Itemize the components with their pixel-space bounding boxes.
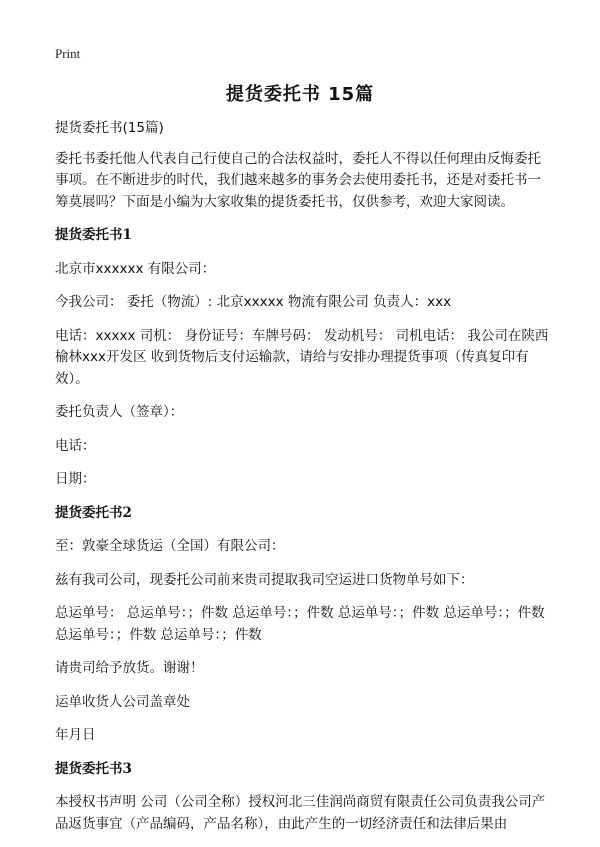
section2-line4: 运单收货人公司盖章处: [55, 693, 190, 710]
section2-line5: 年月日: [55, 727, 96, 743]
section1-recipient: 北京市xxxxxx 有限公司：: [55, 260, 216, 277]
section1-signer: 委托负责人（签章）：: [55, 404, 184, 420]
section1-date: 日期：: [55, 471, 96, 487]
page-title: 提货委托书 15篇: [225, 84, 375, 105]
section1-line2: 电话：xxxxx 司机： 身份证号：车牌号码： 发动机号： 司机电话： 我公司在陕西榆林xxx开发区 收到货物后支付运输款，请给与安排办理提货事项（传真复印有效）。: [55, 327, 549, 387]
section2-line1: 兹有我司公司，现委托公司前来贵司提取我司空运进口货物单号如下：: [55, 571, 474, 588]
document-subtitle: 提货委托书(15篇): [55, 120, 164, 136]
print-link[interactable]: Print: [55, 46, 81, 61]
section1-heading: 提货委托书1: [55, 227, 132, 243]
section2-heading: 提货委托书2: [55, 504, 132, 521]
section3-line1: 本授权书声明 公司（公司全称）授权河北三佳润尚商贸有限责任公司负责我公司产品返货事宜（产品编码，产品名称），由此产生的一切经济责任和法律后果由: [55, 794, 546, 832]
intro-paragraph: 委托书委托他人代表自己行使自己的合法权益时，委托人不得以任何理由反悔委托事项。在不断进步的时代，我们越来越多的事务会去使用委托书，还是对委托书一筹莫展吗？下面是小编为大家收集的提货委托书，仅供参考，欢迎大家阅读。: [55, 150, 541, 210]
section2-recipient: 至：敦豪全球货运（全国）有限公司：: [55, 538, 285, 554]
section3-heading: 提货委托书3: [55, 760, 132, 777]
section2-line2: 总运单号： 总运单号：；件数 总运单号：；件数 总运单号：；件数 总运单号：；件数 总运单号：；件数 总运单号：；件数: [55, 605, 545, 643]
section1-line1: 今我公司： 委托（物流）: 北京xxxxx 物流有限公司 负责人：xxx: [55, 294, 452, 310]
section1-phone: 电话：: [55, 437, 96, 454]
section2-line3: 请贵司给予放货。谢谢！: [55, 660, 204, 676]
document-body: [55, 118, 550, 847]
